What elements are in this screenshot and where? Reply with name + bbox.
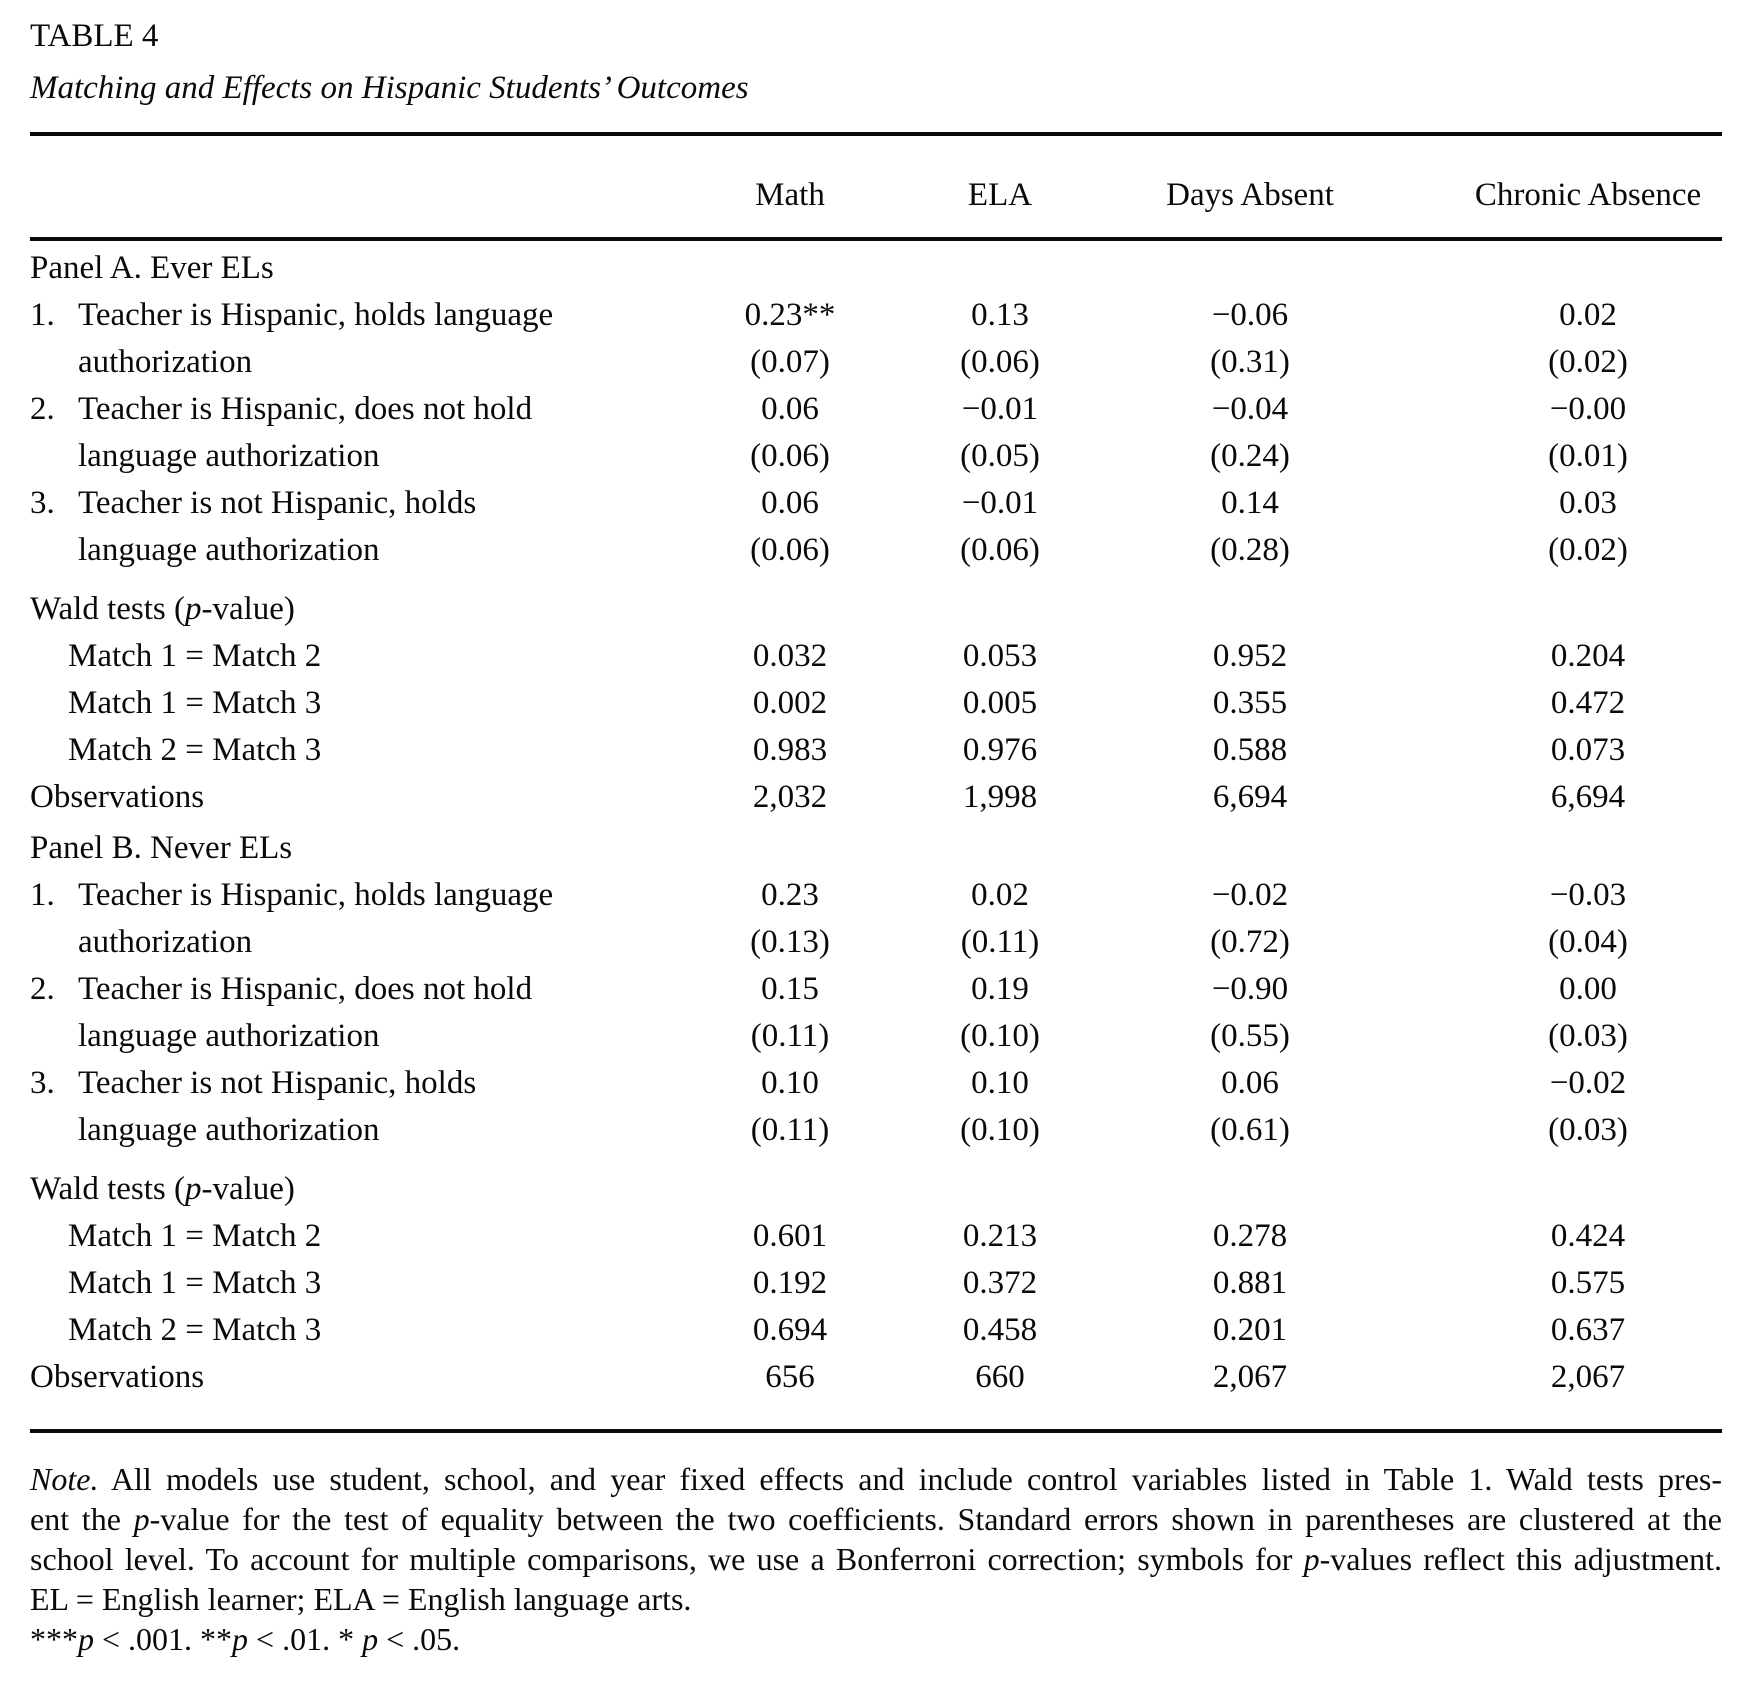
value-cell: (0.10) — [960, 1018, 1040, 1054]
row-label-text: Teacher is Hispanic, holds language — [78, 877, 554, 913]
row-label-continuation: language authorization — [78, 1018, 380, 1054]
table-title: Matching and Effects on Hispanic Students’ Outcomes — [30, 70, 749, 106]
text: -values reflect this adjustment. — [1319, 1541, 1723, 1577]
row-label-continuation: language authorization — [78, 1112, 380, 1148]
results-table — [30, 132, 1722, 1433]
value-cell: −0.90 — [1211, 971, 1289, 1007]
treatment-row-standard-errors — [30, 1107, 1722, 1154]
note-line — [30, 1499, 1722, 1539]
value-cell: 0.213 — [962, 1218, 1038, 1254]
value-cell: (0.06) — [960, 344, 1040, 380]
treatment-row-standard-errors — [30, 433, 1722, 480]
table-number: TABLE 4 — [30, 18, 159, 54]
value-cell: 0.23 — [761, 877, 819, 913]
value-cell: (0.24) — [1210, 438, 1290, 474]
treatment-row-coefficients — [30, 1060, 1722, 1107]
value-cell: 0.06 — [1221, 1065, 1279, 1101]
row-label-continuation: authorization — [78, 344, 253, 380]
value-cell: 0.204 — [1550, 638, 1626, 674]
value-cell: 660 — [975, 1359, 1025, 1395]
note-line — [30, 1459, 1722, 1499]
value-cell: (0.06) — [960, 532, 1040, 568]
text: < .05. — [378, 1621, 461, 1657]
value-cell: 0.424 — [1550, 1218, 1626, 1254]
value-cell: −0.06 — [1211, 297, 1289, 333]
observations-row — [30, 774, 1722, 821]
value-cell — [680, 821, 900, 872]
value-cell: −0.04 — [1211, 391, 1289, 427]
value-cell: (0.61) — [1210, 1112, 1290, 1148]
row-label: Panel B. Never ELs — [30, 830, 293, 866]
value-cell: 0.00 — [1559, 971, 1617, 1007]
value-cell: 0.472 — [1550, 685, 1626, 721]
wald-tests-header — [30, 1154, 1722, 1213]
row-label — [30, 1154, 680, 1213]
row-label-continuation: language authorization — [78, 438, 380, 474]
value-cell: (0.11) — [960, 924, 1040, 960]
value-cell — [1400, 821, 1722, 872]
italic-text: p — [1303, 1541, 1320, 1577]
italic-text: Note. — [30, 1461, 99, 1497]
value-cell — [1400, 239, 1722, 292]
text: -value for the test of equality between the two coefficients. Standard errors shown in parentheses are clustered at the — [149, 1501, 1722, 1537]
row-label-text: Teacher is not Hispanic, holds — [78, 1065, 477, 1101]
row-label — [30, 1260, 680, 1307]
value-cell: 0.575 — [1550, 1265, 1626, 1301]
observations-row — [30, 1354, 1722, 1431]
row-label — [30, 633, 680, 680]
column-header-empty — [30, 134, 680, 239]
value-cell: 0.032 — [752, 638, 828, 674]
wald-tests-header — [30, 574, 1722, 633]
text: < .01. * — [248, 1621, 363, 1657]
wald-test-label: Match 1 = Match 3 — [68, 685, 322, 721]
text: All models use student, school, and year fixed effects and include control variables listed in Table 1. Wald tests pres- — [98, 1461, 1722, 1497]
value-cell: 0.278 — [1212, 1218, 1288, 1254]
value-cell: 0.881 — [1212, 1265, 1288, 1301]
value-cell: (0.13) — [750, 924, 830, 960]
wald-test-label: Match 2 = Match 3 — [68, 1312, 322, 1348]
treatment-row-coefficients — [30, 966, 1722, 1013]
column-header-ela: ELA — [900, 134, 1100, 239]
value-cell: (0.03) — [1548, 1018, 1628, 1054]
treatment-row-standard-errors — [30, 339, 1722, 386]
value-cell — [1400, 1154, 1722, 1213]
treatment-row-coefficients — [30, 292, 1722, 339]
row-number: 3. — [30, 1065, 55, 1101]
value-cell: (0.03) — [1548, 1112, 1628, 1148]
value-cell: 0.637 — [1550, 1312, 1626, 1348]
value-cell — [900, 239, 1100, 292]
value-cell: (0.55) — [1210, 1018, 1290, 1054]
row-label — [30, 527, 680, 574]
row-label — [30, 919, 680, 966]
value-cell: (0.72) — [1210, 924, 1290, 960]
text: *** — [30, 1621, 78, 1657]
italic-text: p — [362, 1621, 379, 1657]
value-cell: (0.02) — [1548, 532, 1628, 568]
italic-text: p — [232, 1621, 249, 1657]
italic-text: p — [184, 1171, 202, 1207]
value-cell: −0.00 — [1549, 391, 1627, 427]
value-cell: 0.458 — [962, 1312, 1038, 1348]
value-cell: (0.28) — [1210, 532, 1290, 568]
value-cell — [1100, 574, 1400, 633]
value-cell: (0.01) — [1548, 438, 1628, 474]
treatment-row-standard-errors — [30, 919, 1722, 966]
value-cell: (0.04) — [1548, 924, 1628, 960]
value-cell: −0.02 — [1549, 1065, 1627, 1101]
value-cell: 0.952 — [1212, 638, 1288, 674]
wald-test-row — [30, 1213, 1722, 1260]
wald-test-row — [30, 727, 1722, 774]
value-cell: 0.23** — [744, 297, 836, 333]
value-cell: −0.03 — [1549, 877, 1627, 913]
row-label-text: Teacher is not Hispanic, holds — [78, 485, 477, 521]
treatment-row-standard-errors — [30, 1013, 1722, 1060]
value-cell: 2,067 — [1212, 1359, 1288, 1395]
value-cell: (0.06) — [750, 532, 830, 568]
value-cell: (0.02) — [1548, 344, 1628, 380]
row-label — [30, 1107, 680, 1154]
wald-test-label: Match 1 = Match 3 — [68, 1265, 322, 1301]
italic-text: p — [133, 1501, 150, 1537]
value-cell: 0.06 — [761, 391, 819, 427]
row-label — [30, 966, 680, 1013]
value-cell: 0.976 — [962, 732, 1038, 768]
row-label: Observations — [30, 1359, 205, 1395]
column-header-days-absent: Days Absent — [1100, 134, 1400, 239]
wald-test-row — [30, 1260, 1722, 1307]
wald-test-label: Match 1 = Match 2 — [68, 638, 322, 674]
value-cell — [680, 1154, 900, 1213]
text: Wald tests ( — [30, 1171, 185, 1207]
row-label — [30, 292, 680, 339]
value-cell: 1,998 — [962, 779, 1038, 815]
value-cell: 6,694 — [1212, 779, 1288, 815]
row-label — [30, 480, 680, 527]
treatment-row-coefficients — [30, 872, 1722, 919]
treatment-row-coefficients — [30, 480, 1722, 527]
significance-line — [30, 1619, 1722, 1659]
row-number: 1. — [30, 297, 55, 333]
value-cell: (0.06) — [750, 438, 830, 474]
treatment-row-coefficients — [30, 386, 1722, 433]
value-cell: 0.02 — [1559, 297, 1617, 333]
wald-test-row — [30, 633, 1722, 680]
wald-test-row — [30, 1307, 1722, 1354]
row-label — [30, 339, 680, 386]
value-cell: (0.05) — [960, 438, 1040, 474]
row-label — [30, 1213, 680, 1260]
row-label: Panel A. Ever ELs — [30, 250, 274, 286]
italic-text: p — [78, 1621, 94, 1657]
value-cell — [900, 821, 1100, 872]
value-cell: 0.10 — [971, 1065, 1029, 1101]
row-label — [30, 1060, 680, 1107]
value-cell — [1100, 239, 1400, 292]
text: Wald tests ( — [30, 591, 185, 627]
row-label — [30, 680, 680, 727]
value-cell: 0.02 — [971, 877, 1029, 913]
value-cell: 0.588 — [1212, 732, 1288, 768]
value-cell — [1100, 1154, 1400, 1213]
text: -value) — [201, 1171, 295, 1207]
wald-test-label: Match 2 = Match 3 — [68, 732, 322, 768]
column-header-row — [30, 134, 1722, 239]
text: < .001. ** — [94, 1621, 233, 1657]
value-cell: 0.13 — [971, 297, 1029, 333]
wald-test-row — [30, 680, 1722, 727]
value-cell: 0.201 — [1212, 1312, 1288, 1348]
text: school level. To account for multiple comparisons, we use a Bonferroni correction; symbols for — [30, 1541, 1304, 1577]
row-number: 1. — [30, 877, 55, 913]
italic-text: p — [184, 591, 202, 627]
value-cell: 0.053 — [962, 638, 1038, 674]
column-header-math: Math — [680, 134, 900, 239]
value-cell: (0.07) — [750, 344, 830, 380]
value-cell: 0.03 — [1559, 485, 1617, 521]
value-cell — [900, 1154, 1100, 1213]
value-cell — [1100, 821, 1400, 872]
value-cell: 656 — [765, 1359, 815, 1395]
row-label — [30, 1013, 680, 1060]
value-cell: −0.01 — [961, 391, 1039, 427]
panel-header — [30, 239, 1722, 292]
row-label — [30, 872, 680, 919]
value-cell: 0.355 — [1212, 685, 1288, 721]
note-line — [30, 1579, 1722, 1619]
value-cell: 0.06 — [761, 485, 819, 521]
value-cell — [1400, 574, 1722, 633]
treatment-row-standard-errors — [30, 527, 1722, 574]
table-note — [30, 1459, 1722, 1659]
value-cell: 0.002 — [752, 685, 828, 721]
row-label — [30, 433, 680, 480]
value-cell: −0.01 — [961, 485, 1039, 521]
row-label-text: Teacher is Hispanic, does not hold — [78, 971, 533, 1007]
row-label — [30, 1307, 680, 1354]
value-cell — [900, 574, 1100, 633]
value-cell: 0.005 — [962, 685, 1038, 721]
text: -value) — [201, 591, 295, 627]
value-cell: (0.31) — [1210, 344, 1290, 380]
value-cell: −0.02 — [1211, 877, 1289, 913]
value-cell: 0.15 — [761, 971, 819, 1007]
value-cell: 0.372 — [962, 1265, 1038, 1301]
panel-header — [30, 821, 1722, 872]
value-cell: 2,067 — [1550, 1359, 1626, 1395]
value-cell: (0.11) — [750, 1112, 830, 1148]
row-label-text: Teacher is Hispanic, holds language — [78, 297, 554, 333]
value-cell: 6,694 — [1550, 779, 1626, 815]
value-cell — [680, 574, 900, 633]
row-number: 2. — [30, 971, 55, 1007]
text: ent the — [30, 1501, 134, 1537]
column-header-chronic-absence: Chronic Absence — [1400, 134, 1722, 239]
note-line — [30, 1539, 1722, 1579]
value-cell: 0.10 — [761, 1065, 819, 1101]
value-cell: 2,032 — [752, 779, 828, 815]
value-cell: (0.10) — [960, 1112, 1040, 1148]
value-cell: 0.601 — [752, 1218, 828, 1254]
row-label — [30, 386, 680, 433]
value-cell: 0.983 — [752, 732, 828, 768]
wald-test-label: Match 1 = Match 2 — [68, 1218, 322, 1254]
row-label: Observations — [30, 779, 205, 815]
value-cell: 0.192 — [752, 1265, 828, 1301]
value-cell: 0.14 — [1221, 485, 1279, 521]
text: EL = English learner; ELA = English language arts. — [30, 1581, 692, 1617]
row-label — [30, 574, 680, 633]
row-number: 3. — [30, 485, 55, 521]
value-cell — [680, 239, 900, 292]
value-cell: (0.11) — [750, 1018, 830, 1054]
row-label-continuation: authorization — [78, 924, 253, 960]
value-cell: 0.073 — [1550, 732, 1626, 768]
row-label — [30, 727, 680, 774]
row-label-text: Teacher is Hispanic, does not hold — [78, 391, 533, 427]
row-label-continuation: language authorization — [78, 532, 380, 568]
value-cell: 0.694 — [752, 1312, 828, 1348]
value-cell: 0.19 — [971, 971, 1029, 1007]
row-number: 2. — [30, 391, 55, 427]
